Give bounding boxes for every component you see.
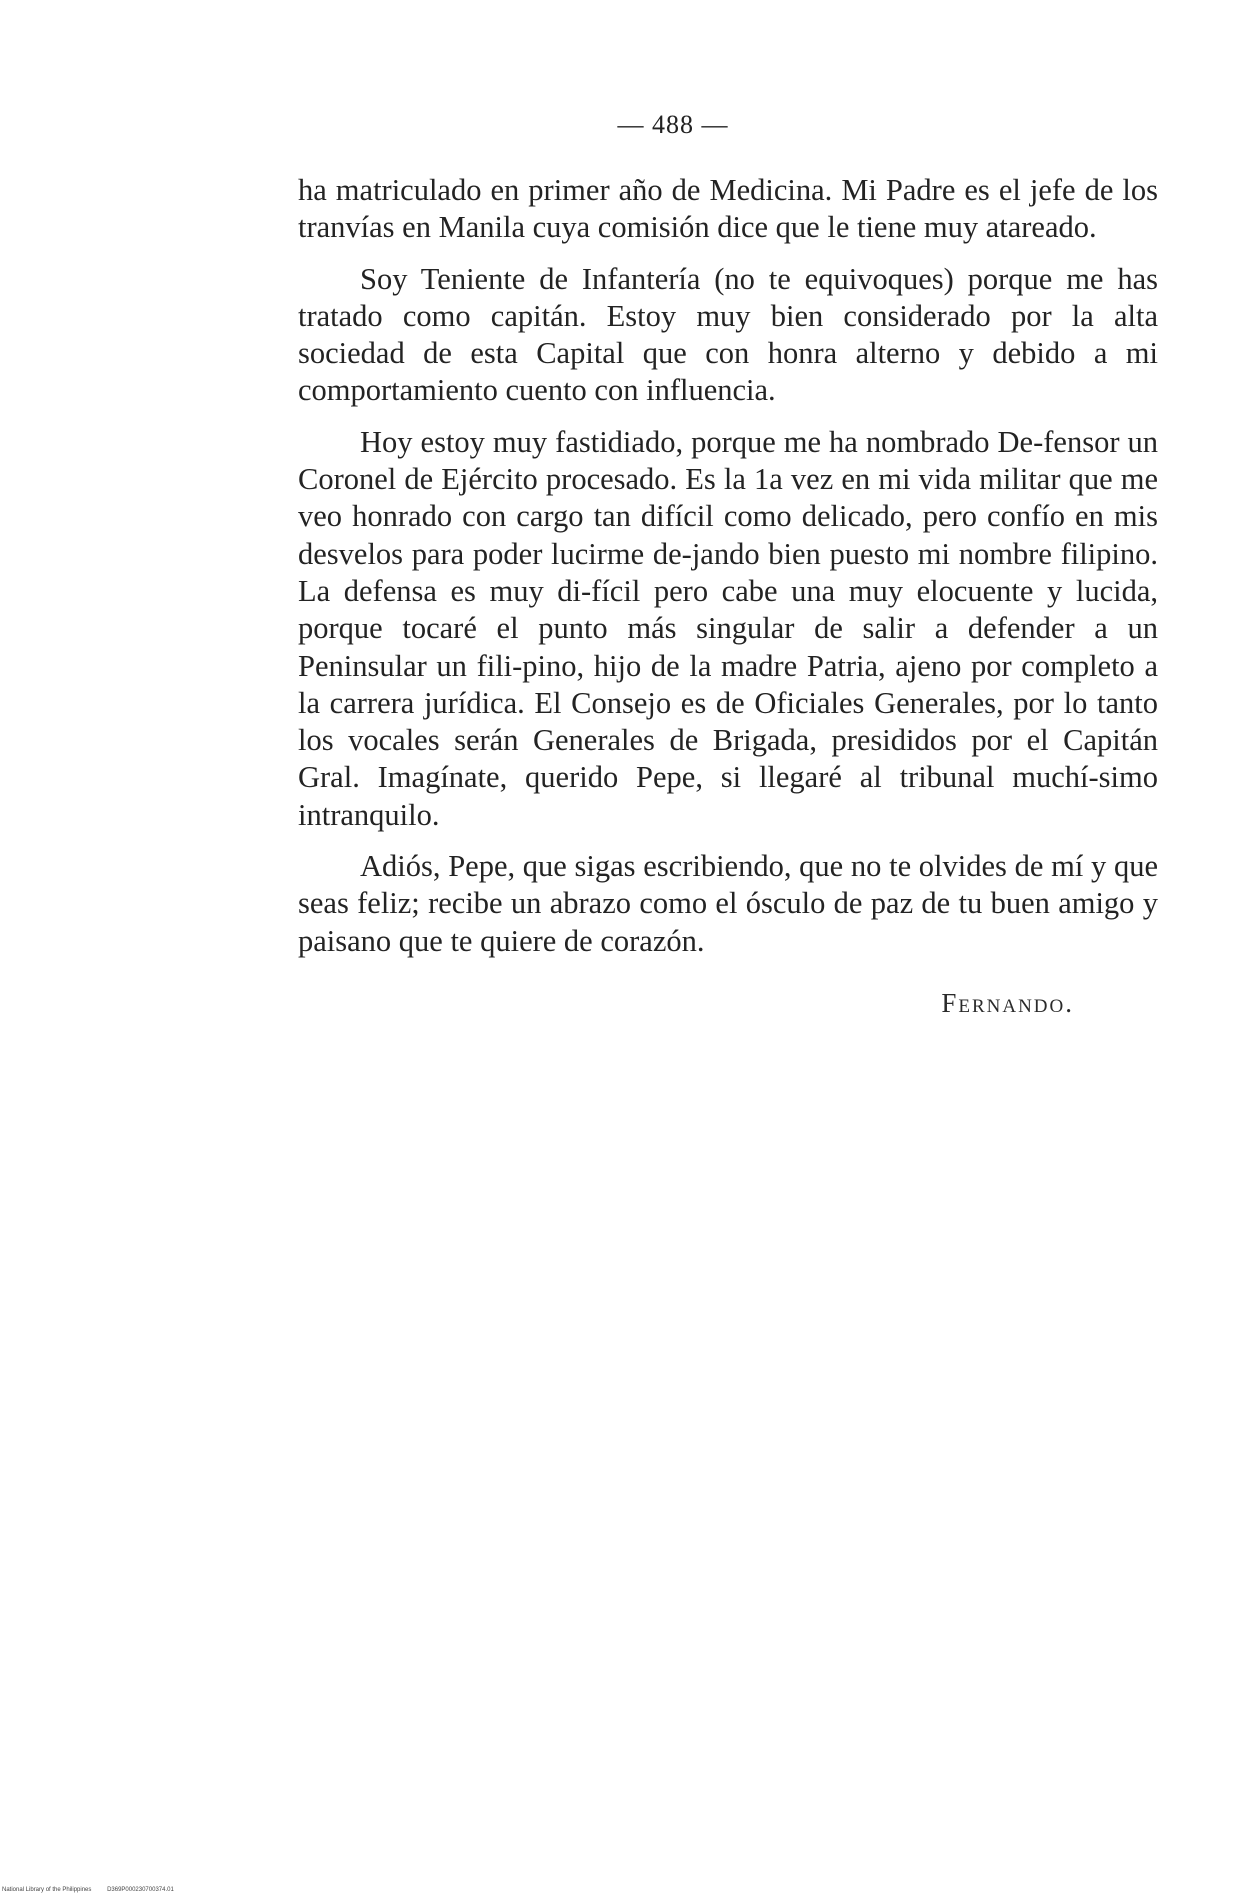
paragraph-continuation: ha matriculado en primer año de Medicina. Mi Padre es el jefe de los tranvías en Manila cuya comisión dice que le tiene muy atareado.	[298, 173, 1158, 245]
letter-body	[298, 172, 1158, 960]
paragraph-adios: Adiós, Pepe, que sigas escribiendo, que no te olvides de mí y que seas feliz; recibe un abrazo como el ósculo de paz de tu buen amigo y paisano que te quiere de corazón.	[298, 849, 1158, 958]
signature: Fernando.	[941, 988, 1074, 1018]
paragraph-defensor: Hoy estoy muy fastidiado, porque me ha nombrado De-fensor un Coronel de Ejército procesado. Es la 1a vez en mi vida militar que me veo honrado con cargo tan difícil como delicado, pero confío en mis desvelos para poder lucirme de-jando bien puesto mi nombre filipino. La defensa es muy di-fícil pero cabe una muy elocuente y lucida, porque tocaré el punto más singular de salir a defender a un Peninsular un fili-pino, hijo de la madre Patria, ajeno por completo a la carrera jurídica. El Consejo es de Oficiales Generales, por lo tanto los vocales serán Generales de Brigada, presididos por el Capitán Gral. Imagínate, querido Pepe, si llegaré al tribunal muchí-simo intranquilo.	[298, 424, 1158, 832]
footer-code: D369P000230700374.01	[107, 1887, 174, 1893]
footer-line	[2, 1887, 188, 1893]
paragraph-teniente: Soy Teniente de Infantería (no te equivoques) porque me has tratado como capitán. Estoy muy bien considerado por la alta sociedad de esta Capital que con honra alterno y debido a mi comportamiento cuento con influencia.	[298, 261, 1158, 408]
page-number: — 488 —	[617, 110, 729, 139]
footer-source: National Library of the Philippines	[2, 1887, 92, 1893]
